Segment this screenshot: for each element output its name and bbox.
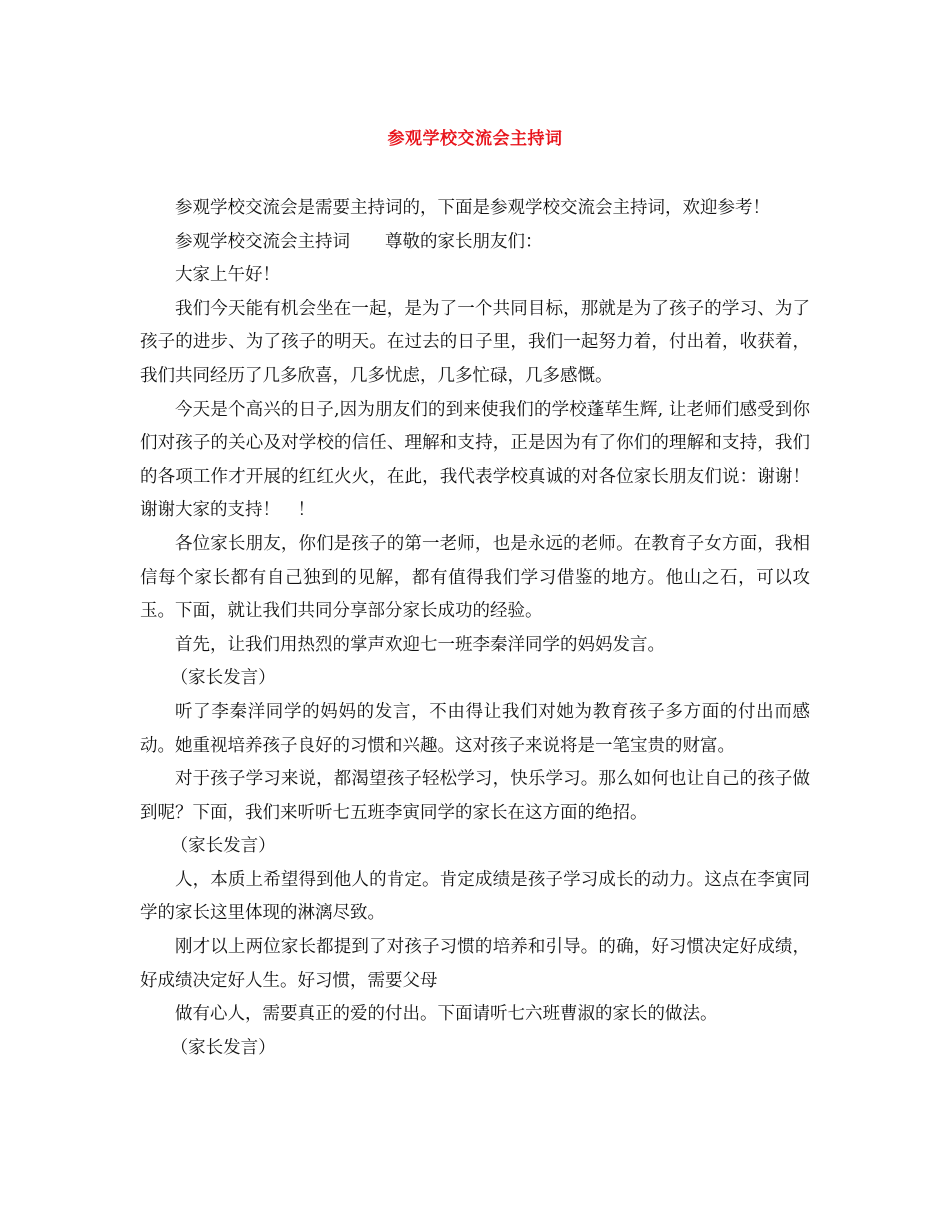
paragraph-heading-line: 参观学校交流会主持词 尊敬的家长朋友们： bbox=[175, 231, 543, 252]
document-body bbox=[140, 192, 810, 1065]
paragraph-intro: 参观学校交流会是需要主持词的，下面是参观学校交流会主持词，欢迎参考！ bbox=[175, 198, 770, 218]
paragraph-after-first-speech: 听了李秦洋同学的妈妈的发言，不由得让我们对她为教育孩子多方面的付出而感动。她重视培养孩子良好的习惯和兴趣。这对孩子来说将是一笔宝贵的财富。 bbox=[140, 701, 810, 756]
paragraph-good-habits: 刚才以上两位家长都提到了对孩子习惯的培养和引导。的确，好习惯决定好成绩，好成绩决定好人生。好习惯，需要父母 bbox=[140, 937, 810, 991]
paragraph-affirmation: 人，本质上希望得到他人的肯定。肯定成绩是孩子学习成长的动力。这点在李寅同学的家长这里体现的淋漓尽致。 bbox=[140, 869, 810, 924]
paragraph-welcome-first-speaker: 首先，让我们用热烈的掌声欢迎七一班李秦洋同学的妈妈发言。 bbox=[175, 634, 665, 655]
document-title: 参观学校交流会主持词 bbox=[387, 129, 563, 149]
paragraph-parent-speech-3: （家长发言） bbox=[170, 1037, 276, 1058]
paragraph-thanks: 今天是个高兴的日子,因为朋友们的到来使我们的学校蓬荜生辉, 让老师们感受到你们对孩子的关心及对学校的信任、理解和支持，正是因为有了你们的理解和支持，我们的各项工作才开展的红红火火，在此，我代表学校真诚的对各位家长朋友们说：谢谢！谢谢大家的支持！ ！ bbox=[140, 399, 810, 521]
paragraph-parent-speech-1: （家长发言） bbox=[170, 668, 276, 689]
paragraph-third-speaker: 做有心人，需要真正的爱的付出。下面请听七六班曹淑的家长的做法。 bbox=[175, 1004, 718, 1025]
paragraph-first-teacher: 各位家长朋友，你们是孩子的第一老师，也是永远的老师。在教育子女方面，我相信每个家长都有自己独到的见解，都有值得我们学习借鉴的地方。他山之石，可以攻玉。下面，就让我们共同分享部分家长成功的经验。 bbox=[140, 533, 810, 622]
paragraph-easy-learning: 对于孩子学习来说，都渴望孩子轻松学习，快乐学习。那么如何也让自己的孩子做到呢？下面，我们来听听七五班李寅同学的家长在这方面的绝招。 bbox=[140, 769, 810, 823]
paragraph-common-goal: 我们今天能有机会坐在一起，是为了一个共同目标，那就是为了孩子的学习、为了孩子的进步、为了孩子的明天。在过去的日子里，我们一起努力着，付出着，收获着，我们共同经历了几多欣喜，几多忧虑，几多忙碌，几多感慨。 bbox=[140, 298, 810, 386]
paragraph-greeting: 大家上午好！ bbox=[175, 265, 280, 286]
paragraph-parent-speech-2: （家长发言） bbox=[170, 836, 276, 857]
